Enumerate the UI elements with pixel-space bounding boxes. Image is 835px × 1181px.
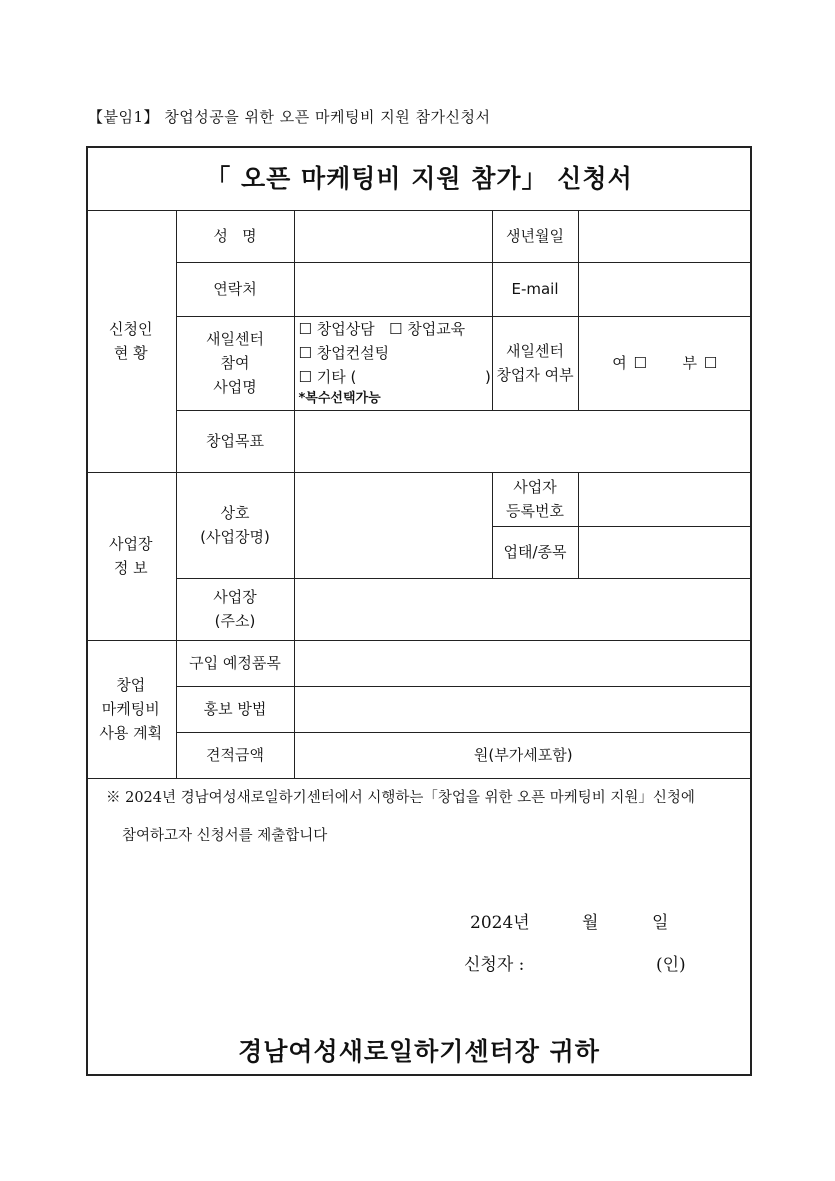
date-day: 일 xyxy=(652,913,669,933)
attachment-label: 【붙임1】 창업성공을 위한 오픈 마케팅비 지원 참가신청서 xyxy=(88,108,491,126)
items-field[interactable] xyxy=(294,640,752,686)
birth-field[interactable] xyxy=(578,210,752,262)
date-year: 2024년 xyxy=(470,913,530,933)
founder-label: 새일센터 창업자 여부 xyxy=(492,316,578,410)
address-label: 사업장 (주소) xyxy=(176,578,294,640)
goal-field[interactable] xyxy=(294,410,752,472)
quote-field[interactable]: 원(부가세포함) xyxy=(294,732,752,778)
form-table xyxy=(86,210,752,779)
checkbox-consult[interactable]: ☐ 창업상담 xyxy=(298,319,375,338)
regno-label: 사업자 등록번호 xyxy=(492,472,578,526)
contact-label: 연락처 xyxy=(176,262,294,316)
company-label: 상호 (사업장명) xyxy=(176,472,294,578)
company-field[interactable] xyxy=(294,472,492,578)
regno-field[interactable] xyxy=(578,472,752,526)
industry-label: 업태/종목 xyxy=(492,526,578,578)
form-title: 「 오픈 마케팅비 지원 참가」 신청서 xyxy=(88,148,750,211)
checkbox-education[interactable]: ☐ 창업교육 xyxy=(389,319,466,338)
name-field[interactable] xyxy=(294,210,492,262)
checkbox-consulting[interactable]: ☐ 창업컨설팅 xyxy=(298,343,390,362)
application-form xyxy=(86,146,752,1076)
contact-field[interactable] xyxy=(294,262,492,316)
items-label: 구입 예정품목 xyxy=(176,640,294,686)
email-field[interactable] xyxy=(578,262,752,316)
goal-label: 창업목표 xyxy=(176,410,294,472)
applicant-section-heading: 신청인 현 황 xyxy=(86,210,176,472)
name-label: 성 명 xyxy=(176,210,294,262)
address-field[interactable] xyxy=(294,578,752,640)
founder-options[interactable]: 여 ☐ 부 ☐ xyxy=(578,316,752,410)
industry-field[interactable] xyxy=(578,526,752,578)
email-label: E-mail xyxy=(492,262,578,316)
multi-select-note: *복수선택가능 xyxy=(298,390,381,406)
quote-label: 견적금액 xyxy=(176,732,294,778)
business-section-heading: 사업장 정 보 xyxy=(86,472,176,640)
plan-section-heading: 창업 마케팅비 사용 계획 xyxy=(86,640,176,778)
date-month: 월 xyxy=(582,913,599,933)
recipient: 경남여성새로일하기센터장 귀하 xyxy=(238,1037,600,1066)
checkbox-other[interactable]: ☐ 기타 ( ) xyxy=(298,367,491,386)
program-label: 새일센터 참여 사업명 xyxy=(176,316,294,410)
program-options xyxy=(294,316,492,410)
birth-label: 생년월일 xyxy=(492,210,578,262)
declaration-line-2: 참여하고자 신청서를 제출합니다 xyxy=(122,828,328,844)
declaration-line-1: ※ 2024년 경남여성새로일하기센터에서 시행하는「창업을 위한 오픈 마케팅비 지원」신청에 xyxy=(106,790,695,806)
promo-label: 홍보 방법 xyxy=(176,686,294,732)
seal-mark: (인) xyxy=(656,955,686,975)
applicant-label: 신청자 : xyxy=(464,955,525,975)
promo-field[interactable] xyxy=(294,686,752,732)
